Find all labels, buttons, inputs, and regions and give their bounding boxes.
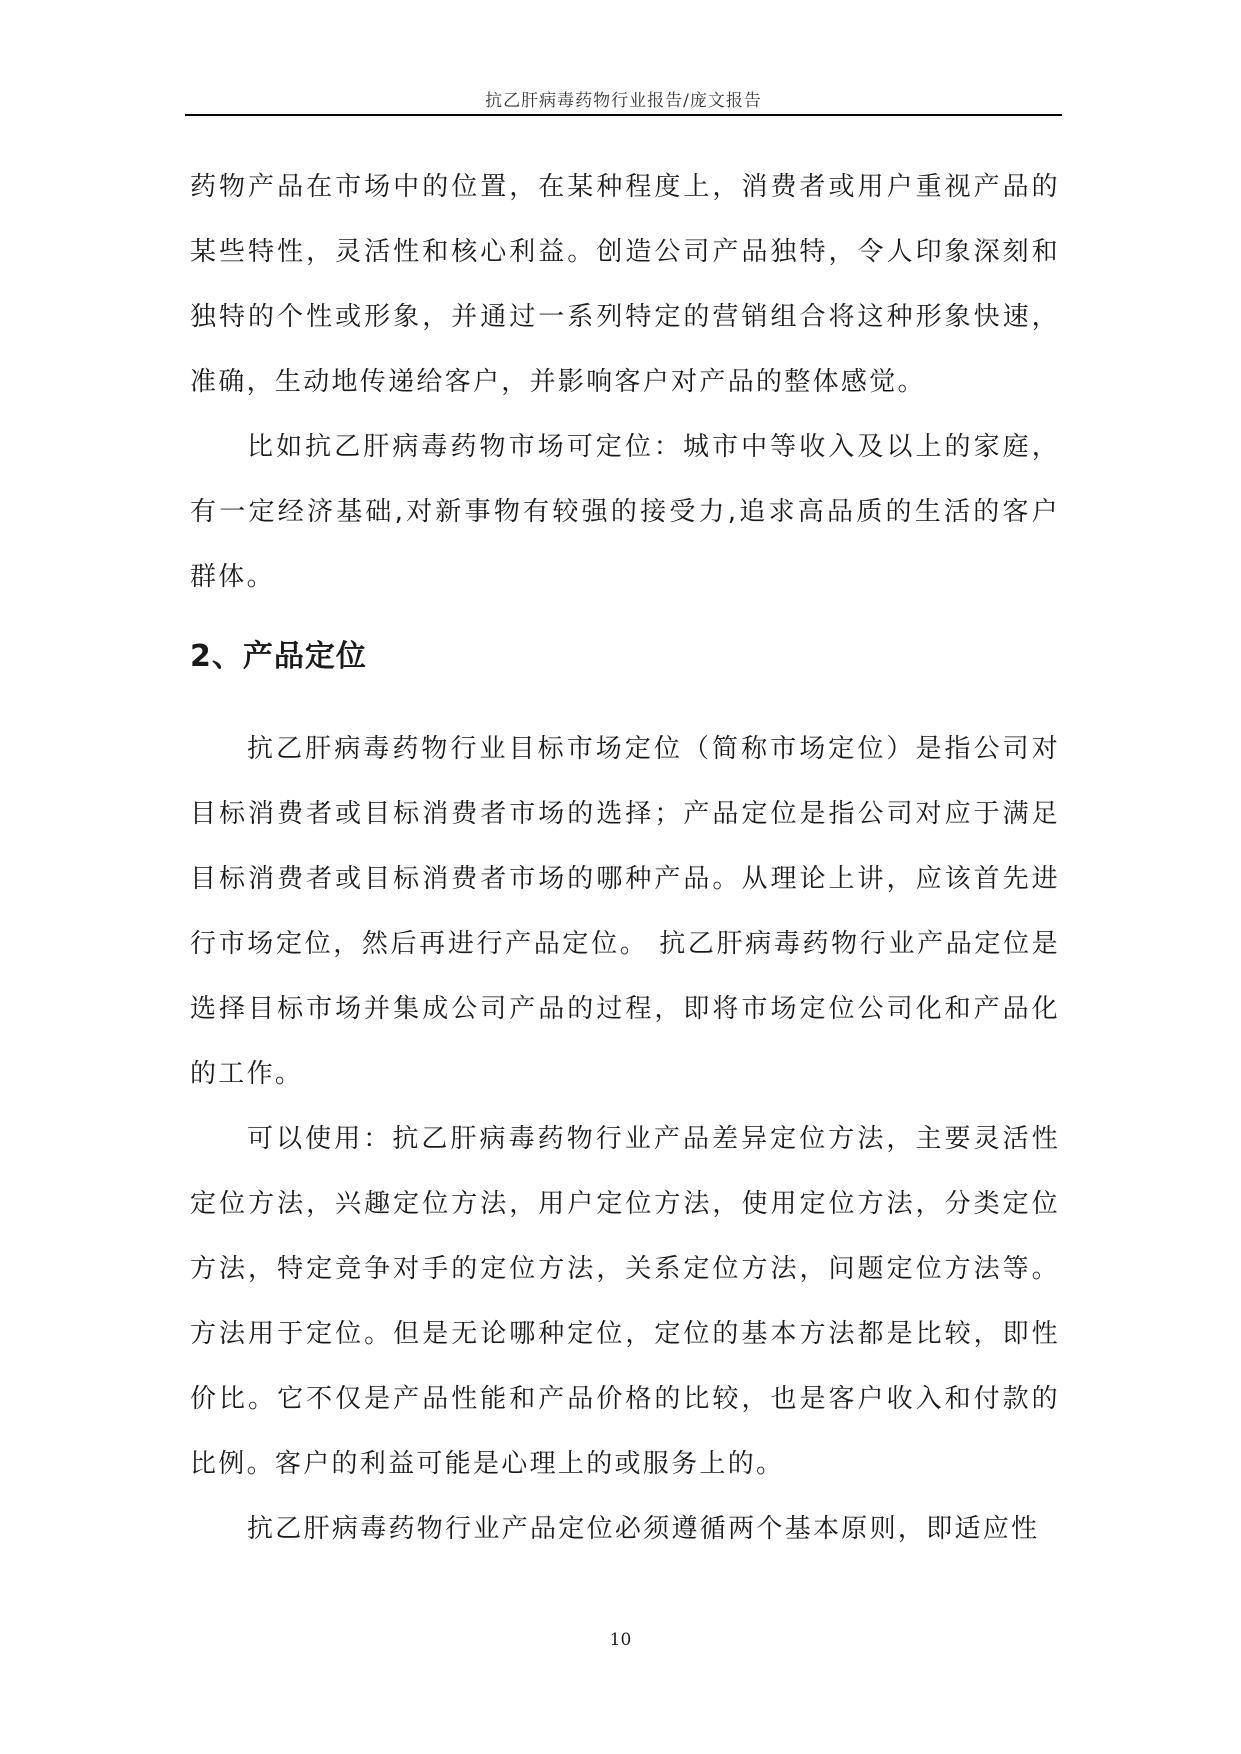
body-paragraph-4: 可以使用：抗乙肝病毒药物行业产品差异定位方法，主要灵活性定位方法，兴趣定位方法，用户定位方法，使用定位方法，分类定位方法，特定竞争对手的定位方法，关系定位方法，问题定位方法等。方法用于定位。但是无论哪种定位，定位的基本方法都是比较，即性价比。它不仅是产品性能和产品价格的比较，也是客户收入和付款的比例。客户的利益可能是心理上的或服务上的。 <box>190 1124 1060 1479</box>
body-paragraph-5: 抗乙肝病毒药物行业产品定位必须遵循两个基本原则，即适应性 <box>247 1514 1040 1544</box>
page-number: 10 <box>609 1630 632 1650</box>
running-header: 抗乙肝病毒药物行业报告/庞文报告 <box>485 91 762 111</box>
section-heading: 2、产品定位 <box>190 639 367 674</box>
page-body <box>190 155 1060 1562</box>
header-divider <box>185 114 1062 116</box>
body-paragraph-1: 药物产品在市场中的位置，在某种程度上，消费者或用户重视产品的某些特性，灵活性和核心利益。创造公司产品独特，令人印象深刻和独特的个性或形象，并通过一系列特定的营销组合将这种形象快速，准确，生动地传递给客户，并影响客户对产品的整体感觉。 <box>190 172 1060 397</box>
body-paragraph-2: 比如抗乙肝病毒药物市场可定位：城市中等收入及以上的家庭，有一定经济基础,对新事物有较强的接受力,追求高品质的生活的客户群体。 <box>190 432 1060 592</box>
body-paragraph-3: 抗乙肝病毒药物行业目标市场定位（简称市场定位）是指公司对目标消费者或目标消费者市场的选择；产品定位是指公司对应于满足目标消费者或目标消费者市场的哪种产品。从理论上讲，应该首先进行市场定位，然后再进行产品定位。 抗乙肝病毒药物行业产品定位是选择目标市场并集成公司产品的过程，即将市场定位公司化和产品化的工作。 <box>190 734 1060 1089</box>
